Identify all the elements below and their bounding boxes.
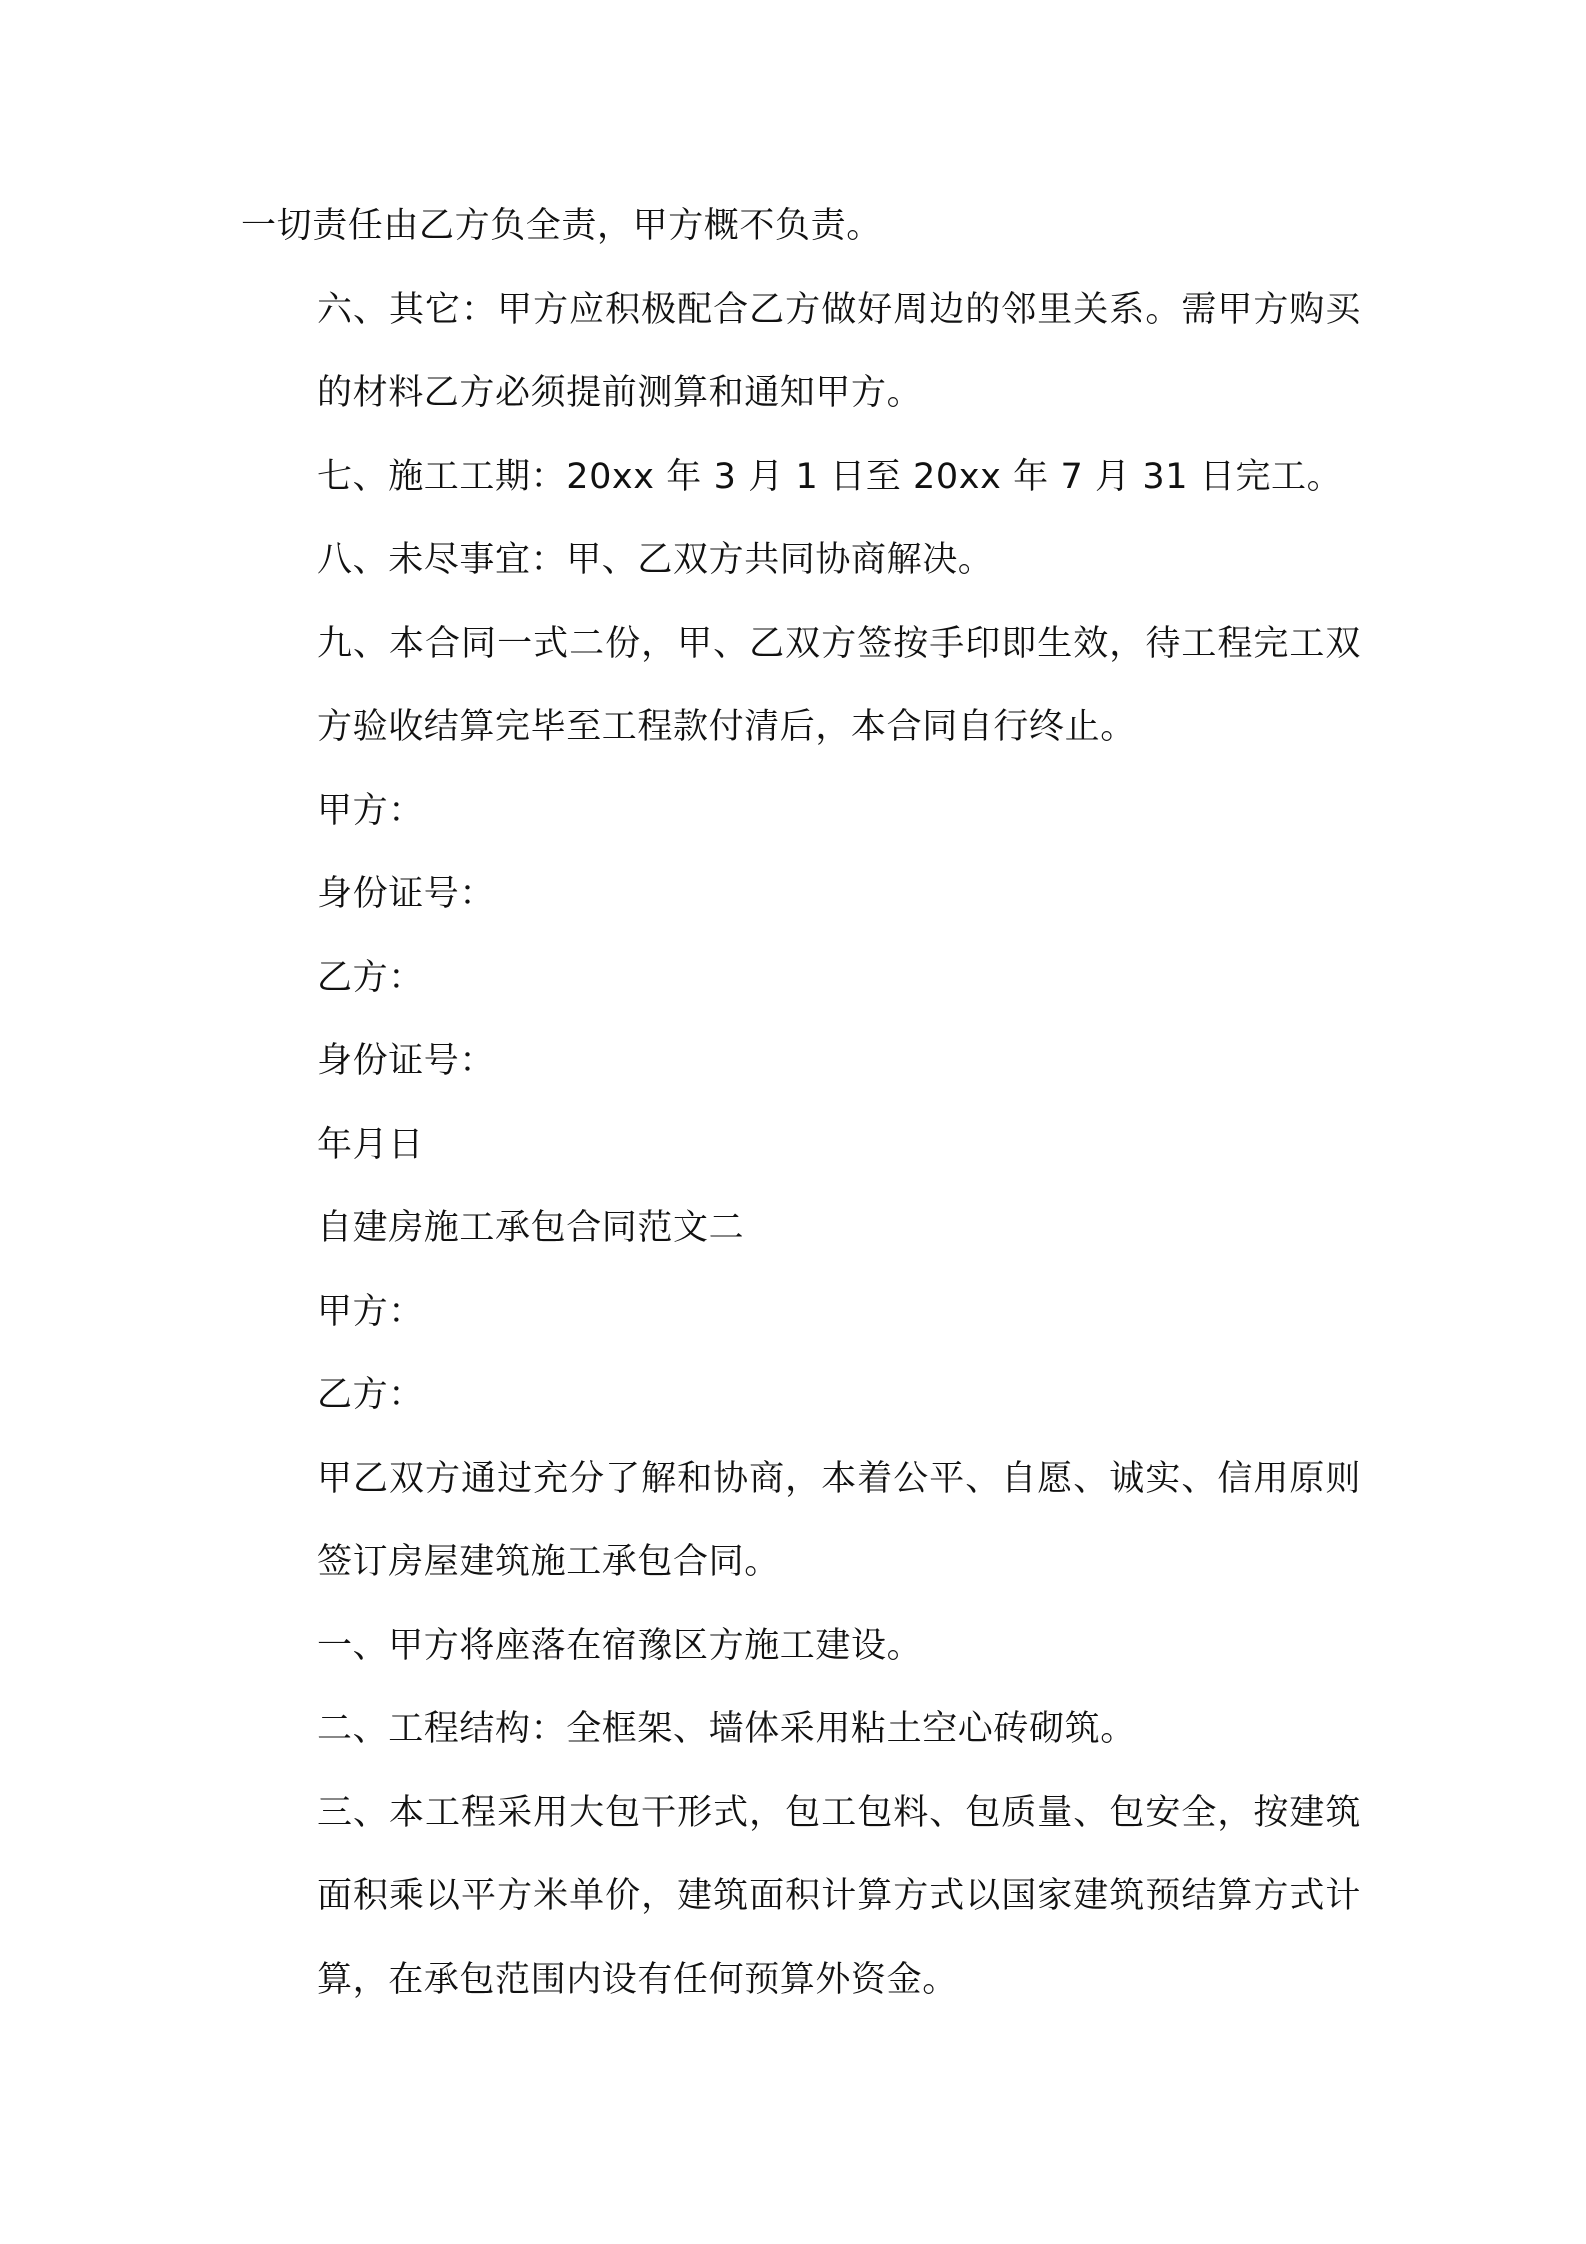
signature-party-a-label: 甲方：	[317, 790, 424, 831]
section-title-sample-2: 自建房施工承包合同范文二	[317, 1208, 745, 1248]
signature-party-b-id-label: 身份证号：	[317, 1041, 496, 1081]
paragraph-preamble: 甲乙双方通过充分了解和协商，本着公平、自愿、诚实、信用原则签订房屋建筑施工承包合同。	[317, 1458, 1361, 1582]
paragraph-clause-9-copies: 九、本合同一式二份，甲、乙双方签按手印即生效，待工程完工双方验收结算完毕至工程款付清后，本合同自行终止。	[317, 623, 1361, 747]
signature-date-label: 年月日	[317, 1124, 424, 1165]
document-body	[241, 185, 1361, 2022]
signature-party-a-id-label: 身份证号：	[317, 874, 496, 914]
paragraph-clause-2-structure: 二、工程结构：全框架、墙体采用粘土空心砖砌筑。	[317, 1709, 1136, 1749]
party-b-label: 乙方：	[317, 1375, 424, 1415]
paragraph-liability: 一切责任由乙方负全责，甲方概不负责。	[241, 206, 882, 246]
signature-party-b-label: 乙方：	[317, 957, 424, 998]
paragraph-clause-7-schedule: 七、施工工期：20xx 年 3 月 1 日至 20xx 年 7 月 31 日完工。	[317, 456, 1343, 497]
paragraph-clause-1-location: 一、甲方将座落在宿豫区方施工建设。	[317, 1625, 923, 1666]
party-a-label: 甲方：	[317, 1291, 424, 1332]
paragraph-clause-3-contract-form: 三、本工程采用大包干形式，包工包料、包质量、包安全，按建筑面积乘以平方米单价，建筑面积计算方式以国家建筑预结算方式计算，在承包范围内设有任何预算外资金。	[317, 1792, 1361, 2000]
paragraph-clause-6-other: 六、其它：甲方应积极配合乙方做好周边的邻里关系。需甲方购买的材料乙方必须提前测算和通知甲方。	[317, 289, 1361, 413]
paragraph-clause-8-unresolved: 八、未尽事宜：甲、乙双方共同协商解决。	[317, 540, 994, 580]
